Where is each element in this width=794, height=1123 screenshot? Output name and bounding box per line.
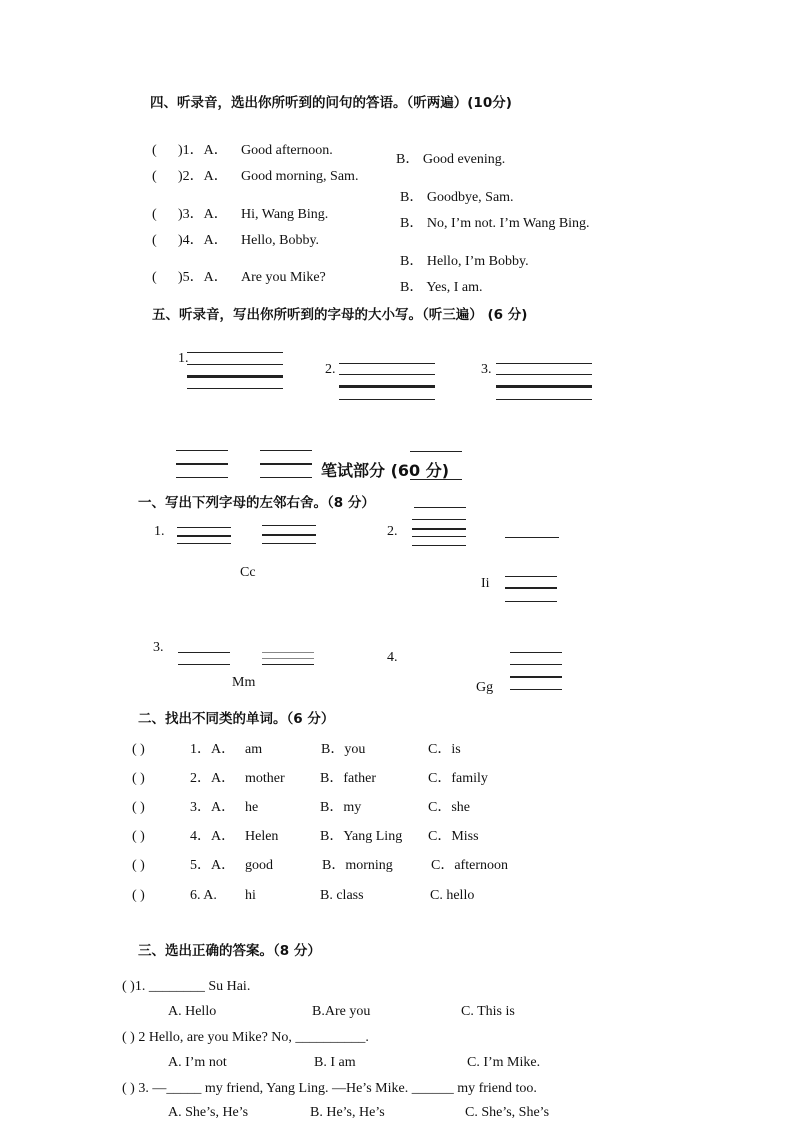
item-number: 3. [153, 640, 164, 655]
option-a: he [245, 800, 259, 815]
question-number: 6. A. [190, 888, 217, 903]
writing-line [496, 399, 592, 400]
section-5-title: 五、听录音，写出你所听到的字母的大小写。（听三遍） (6 分) [152, 307, 528, 323]
section-w3-title: 三、选出正确的答案。（8 分） [138, 943, 321, 959]
writing-line [510, 689, 562, 690]
writing-line [505, 587, 557, 589]
option-b: B.Are you [312, 1004, 371, 1019]
question-number: 4．A． [190, 829, 236, 844]
option-a: A. I’m not [168, 1055, 227, 1070]
option-a: hi [245, 888, 256, 903]
option-a: Helen [245, 829, 279, 844]
section-w1-title: 一、写出下列字母的左邻右舍。（8 分） [138, 495, 375, 511]
writing-line [412, 519, 466, 520]
option-b: B. I am [314, 1055, 356, 1070]
option-b: B. He’s, He’s [310, 1105, 385, 1120]
option-b: B． Yes, I am. [400, 280, 483, 295]
option-b: B. class [320, 888, 364, 903]
option-a: Hi, Wang Bing. [241, 207, 329, 222]
item-number: 3. [481, 362, 492, 377]
option-b: B．morning [322, 858, 393, 873]
option-c: C. hello [430, 888, 475, 903]
given-letter: Mm [232, 675, 256, 690]
writing-line [262, 658, 314, 659]
writing-line [412, 536, 466, 537]
option-c: C．Miss [428, 829, 479, 844]
question-paren: ( [152, 169, 157, 184]
writing-line [505, 601, 557, 602]
option-a: Hello, Bobby. [241, 233, 320, 248]
question-paren: ( ) [132, 800, 145, 815]
writing-line [178, 652, 230, 653]
option-c: C．afternoon [431, 858, 508, 873]
question-number: 1．A． [190, 742, 236, 757]
question-paren: ( ) [132, 829, 145, 844]
item-number: 2. [387, 524, 398, 539]
writing-line [177, 543, 231, 544]
writing-line [177, 535, 231, 537]
question-number: )3．A． [178, 207, 228, 222]
given-letter: Cc [240, 565, 256, 580]
question-number: 5．A． [190, 858, 236, 873]
option-c: C．family [428, 771, 488, 786]
writing-line [505, 576, 557, 577]
option-b: B． Good evening. [396, 152, 506, 167]
question-number: 3．A． [190, 800, 236, 815]
option-b: B．father [320, 771, 376, 786]
writing-line [496, 363, 592, 364]
writing-line [177, 527, 231, 528]
writing-line [339, 363, 435, 364]
writing-line [260, 477, 312, 478]
writing-line [176, 450, 228, 451]
question-paren: ( ) [132, 771, 145, 786]
option-a: good [245, 858, 273, 873]
option-c: C．is [428, 742, 461, 757]
writing-line [187, 375, 283, 378]
question-number: )2．A． [178, 169, 228, 184]
writing-line [262, 534, 316, 536]
writing-line [260, 450, 312, 451]
writing-line [410, 451, 462, 452]
written-part-title: 笔试部分 (60 分) [321, 461, 450, 480]
question-number: 2．A． [190, 771, 236, 786]
question-stem: ( ) 3. —_____ my friend, Yang Ling. —He’s Mike. ______ my friend too. [122, 1081, 537, 1096]
section-w2-title: 二、找出不同类的单词。（6 分） [138, 711, 335, 727]
option-c: C．she [428, 800, 470, 815]
writing-line [187, 352, 283, 353]
writing-line [178, 664, 230, 665]
writing-line [510, 652, 562, 653]
option-c: C. I’m Mike. [467, 1055, 541, 1070]
option-b: B．Yang Ling [320, 829, 403, 844]
option-b: B．you [321, 742, 366, 757]
question-paren: ( [152, 207, 157, 222]
item-number: 1. [154, 524, 165, 539]
item-number: 4. [387, 650, 398, 665]
question-paren: ( ) [132, 888, 145, 903]
option-a: Good afternoon. [241, 143, 333, 158]
option-c: C. This is [461, 1004, 515, 1019]
option-c: C. She’s, She’s [465, 1105, 550, 1120]
item-number: 1. [178, 351, 189, 366]
writing-line [412, 545, 466, 546]
option-a: am [245, 742, 263, 757]
given-letter: Ii [481, 576, 490, 591]
writing-line [339, 374, 435, 375]
option-a: mother [245, 771, 285, 786]
writing-line [339, 399, 435, 400]
item-number: 2. [325, 362, 336, 377]
question-paren: ( [152, 270, 157, 285]
question-number: )5．A． [178, 270, 228, 285]
option-a: A. She’s, He’s [168, 1105, 249, 1120]
option-b: B． Hello, I’m Bobby. [400, 254, 529, 269]
writing-line [262, 543, 316, 544]
writing-line [176, 463, 228, 465]
writing-line [187, 364, 283, 365]
writing-line [414, 507, 466, 508]
writing-line [496, 385, 592, 388]
option-a: A. Hello [168, 1004, 217, 1019]
question-stem: ( ) 2 Hello, are you Mike? No, __________. [122, 1030, 369, 1045]
writing-line [262, 525, 316, 526]
section-4-title: 四、听录音，选出你所听到的问句的答语。（听两遍）(10分) [150, 95, 512, 111]
writing-line [510, 676, 562, 678]
writing-line [176, 477, 228, 478]
given-letter: Gg [476, 680, 494, 695]
writing-line [262, 664, 314, 665]
writing-line [187, 388, 283, 389]
writing-line [505, 537, 559, 538]
option-a: Good morning, Sam. [241, 169, 359, 184]
option-b: B．my [320, 800, 362, 815]
question-number: )1．A． [178, 143, 228, 158]
writing-line [496, 374, 592, 375]
question-paren: ( [152, 143, 157, 158]
question-stem: ( )1. ________ Su Hai. [122, 979, 251, 994]
writing-line [339, 385, 435, 388]
question-number: )4．A． [178, 233, 228, 248]
writing-line [510, 664, 562, 665]
option-b: B． No, I’m not. I’m Wang Bing. [400, 216, 590, 231]
writing-line [412, 528, 466, 530]
writing-line [262, 652, 314, 653]
question-paren: ( ) [132, 858, 145, 873]
question-paren: ( [152, 233, 157, 248]
option-b: B． Goodbye, Sam. [400, 190, 514, 205]
writing-line [260, 463, 312, 465]
option-a: Are you Mike? [241, 270, 326, 285]
question-paren: ( ) [132, 742, 145, 757]
